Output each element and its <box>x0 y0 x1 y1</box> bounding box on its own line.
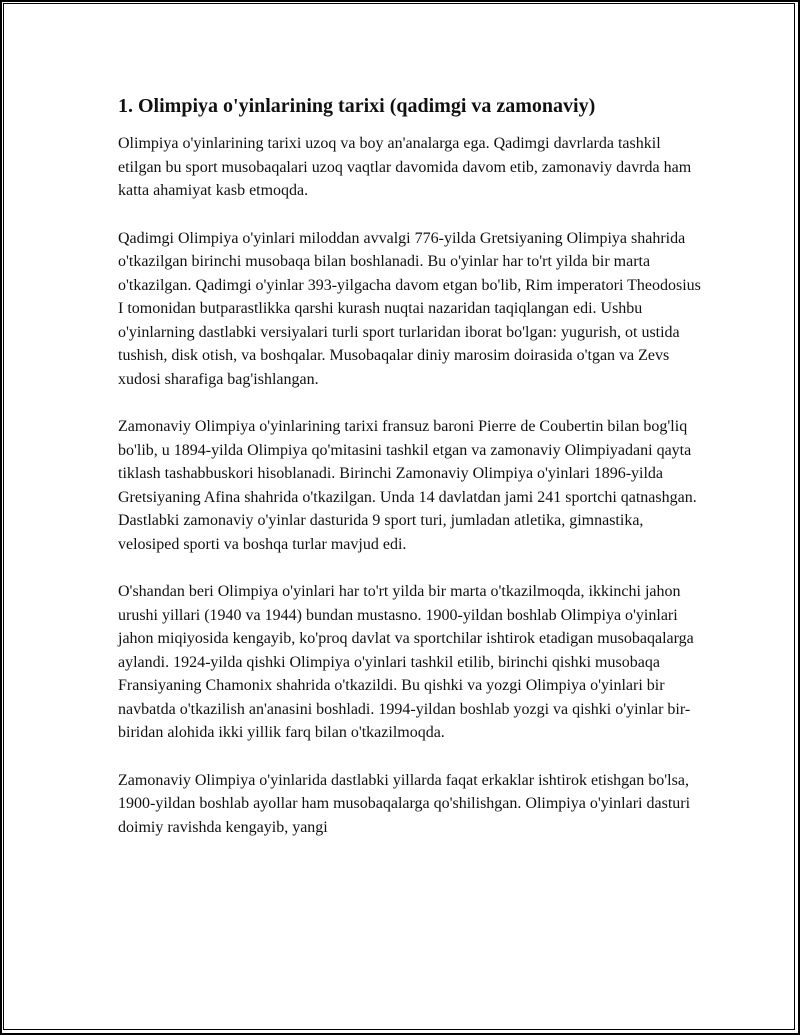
paragraph-women-participation: Zamonaviy Olimpiya o'yinlarida dastlabki yillarda faqat erkaklar ishtirok etishgan bo'lsa, 1900-yildan boshlab ayollar ham musobaqalarga qo'shilishgan. Olimpiya o'yinlari dasturi doimiy ravishda kengayib, yangi <box>118 771 691 836</box>
paragraph-modern-games: Zamonaviy Olimpiya o'yinlarining tarixi fransuz baroni Pierre de Coubertin bilan bog'liq bo'lib, u 1894-yilda Olimpiya qo'mitasini tashkil etgan va zamonaviy Olimpiyadani qayta tiklash tashabbuskori hisoblanadi. Birinchi Zamonaviy Olimpiya o'yinlari 1896-yilda Gretsiyaning Afina shahrida o'tkazilgan. Unda 14 davlatdan jami 241 sportchi qatnashgan. Dastlabki zamonaviy o'yinlar dasturida 9 sport turi, jumladan atletika, gimnastika, velosiped sporti va boshqa turlar mavjud edi. <box>118 418 697 553</box>
document-body <box>118 92 708 863</box>
paragraph-ancient-games: Qadimgi Olimpiya o'yinlari miloddan avvalgi 776-yilda Gretsiyaning Olimpiya shahrida o'tkazilgan birinchi musobaqa bilan boshlanadi. Bu o'yinlar har to'rt yilda bir marta o'tkazilgan. Qadimgi o'yinlar 393-yilgacha davom etgan bo'lib, Rim imperatori Theodosius I tomonidan butparastlikka qarshi kurash nuqtai nazaridan taqiqlangan edi. Ushbu o'yinlarning dastlabki versiyalari turli sport turlaridan iborat bo'lgan: yugurish, ot ustida tushish, disk otish, va boshqalar. Musobaqalar diniy marosim doirasida o'tgan va Zevs xudosi sharafiga bag'ishlangan. <box>118 229 701 388</box>
section-heading: 1. Olimpiya o'yinlarining tarixi (qadimgi va zamonaviy) <box>118 95 596 117</box>
paragraph-intro: Olimpiya o'yinlarining tarixi uzoq va boy an'analarga ega. Qadimgi davrlarda tashkil etilgan bu sport musobaqalari uzoq vaqtlar davomida davom etib, zamonaviy davrda ham katta ahamiyat kasb etmoqda. <box>118 135 692 199</box>
paragraph-expansion: O'shandan beri Olimpiya o'yinlari har to'rt yilda bir marta o'tkazilmoqda, ikkinchi jahon urushi yillari (1940 va 1944) bundan mustasno. 1900-yildan boshlab Olimpiya o'yinlari jahon miqiyosida kengayib, ko'proq davlat va sportchilar ishtirok etadigan musobaqalarga aylandi. 1924-yilda qishki Olimpiya o'yinlari tashkil etilib, birinchi qishki musobaqa Fransiyaning Chamonix shahrida o'tkazildi. Bu qishki va yozgi Olimpiya o'yinlari bir navbatda o'tkazilish an'anasini boshladi. 1994-yildan boshlab yozgi va qishki o'yinlar bir-biridan alohida ikki yillik farq bilan o'tkazilmoqda. <box>118 583 694 741</box>
